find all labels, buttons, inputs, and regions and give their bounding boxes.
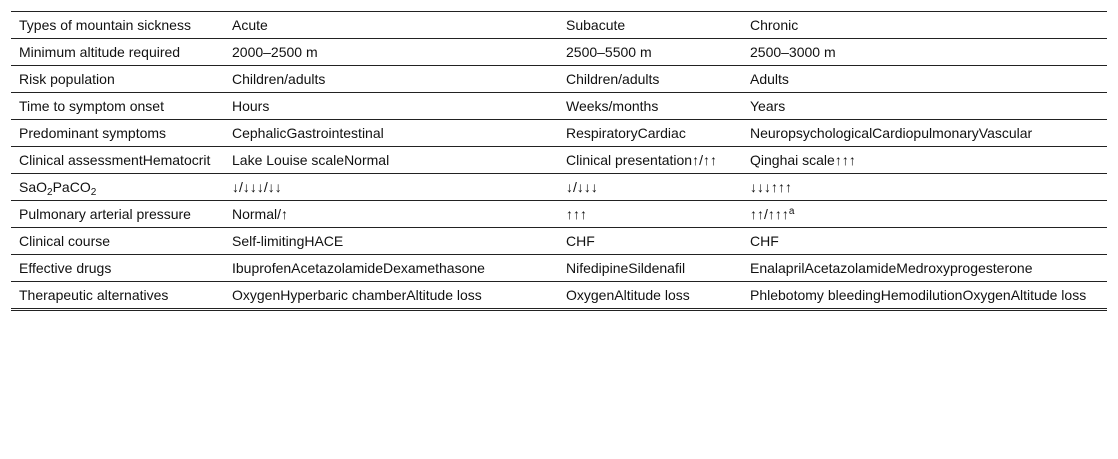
- cell-acute: CephalicGastrointestinal: [232, 125, 384, 141]
- row-label: Effective drugs: [19, 260, 112, 276]
- footnote-marker: a: [788, 206, 795, 217]
- cell-subacute: 2500–5500 m: [566, 44, 652, 60]
- table-row: [11, 228, 1107, 255]
- table-row: [11, 147, 1107, 174]
- sao-text: SaO: [19, 179, 48, 195]
- table-row: [11, 39, 1107, 66]
- table-header-row: [11, 12, 1107, 39]
- row-label: Therapeutic alternatives: [19, 287, 169, 303]
- table-row: [11, 93, 1107, 120]
- cell-acute: Hours: [232, 98, 270, 114]
- cell-subacute: Weeks/months: [566, 98, 659, 114]
- cell-chronic: 2500–3000 m: [750, 44, 836, 60]
- row-label: Pulmonary arterial pressure: [19, 206, 191, 222]
- cell-chronic: [742, 201, 1107, 228]
- table-container: [11, 11, 1107, 311]
- table-row: [11, 174, 1107, 201]
- header-cell-subacute: Subacute: [566, 17, 626, 33]
- row-label: Predominant symptoms: [19, 125, 167, 141]
- cell-subacute: OxygenAltitude loss: [566, 287, 690, 303]
- mountain-sickness-table: [11, 11, 1107, 311]
- table-row: [11, 66, 1107, 93]
- cell-chronic: EnalaprilAcetazolamideMedroxyprogesterone: [750, 260, 1033, 276]
- row-label-sao2-paco2: [11, 174, 224, 201]
- cell-chronic: ↓↓↓↑↑↑: [750, 179, 792, 195]
- table-row: [11, 255, 1107, 282]
- cell-subacute: NifedipineSildenafil: [566, 260, 686, 276]
- cell-acute: OxygenHyperbaric chamberAltitude loss: [232, 287, 482, 303]
- cell-chronic: NeuropsychologicalCardiopulmonaryVascular: [750, 125, 1033, 141]
- cell-chronic: CHF: [750, 233, 779, 249]
- sao-subscript: 2: [47, 187, 53, 198]
- pap-chronic-value: ↑↑/↑↑↑: [750, 206, 789, 222]
- cell-chronic: Adults: [750, 71, 789, 87]
- header-cell-acute: Acute: [232, 17, 268, 33]
- row-label: Clinical assessmentHematocrit: [19, 152, 211, 168]
- cell-subacute: ↓/↓↓↓: [566, 179, 598, 195]
- table-row: [11, 120, 1107, 147]
- header-cell-type: Types of mountain sickness: [19, 17, 191, 33]
- cell-acute: Lake Louise scaleNormal: [232, 152, 390, 168]
- cell-acute: Self-limitingHACE: [232, 233, 344, 249]
- cell-subacute: Clinical presentation↑/↑↑: [566, 152, 717, 168]
- table-row: [11, 201, 1107, 228]
- cell-subacute: Children/adults: [566, 71, 660, 87]
- cell-acute: ↓/↓↓↓/↓↓: [232, 179, 282, 195]
- cell-subacute: CHF: [566, 233, 595, 249]
- cell-acute: IbuprofenAcetazolamideDexamethasone: [232, 260, 485, 276]
- table-row: [11, 282, 1107, 310]
- paco-subscript: 2: [90, 187, 97, 198]
- cell-chronic: Qinghai scale↑↑↑: [750, 152, 856, 168]
- cell-subacute: RespiratoryCardiac: [566, 125, 686, 141]
- row-label: Minimum altitude required: [19, 44, 181, 60]
- header-cell-chronic: Chronic: [750, 17, 799, 33]
- paco-text: PaCO: [52, 179, 91, 195]
- row-label: Risk population: [19, 71, 115, 87]
- cell-chronic: Years: [750, 98, 786, 114]
- cell-acute: Children/adults: [232, 71, 326, 87]
- row-label: Clinical course: [19, 233, 111, 249]
- row-label: Time to symptom onset: [19, 98, 164, 114]
- cell-acute: 2000–2500 m: [232, 44, 318, 60]
- cell-chronic: Phlebotomy bleedingHemodilutionOxygenAltitude loss: [750, 287, 1087, 303]
- cell-subacute: ↑↑↑: [566, 206, 587, 222]
- cell-acute: Normal/↑: [232, 206, 289, 222]
